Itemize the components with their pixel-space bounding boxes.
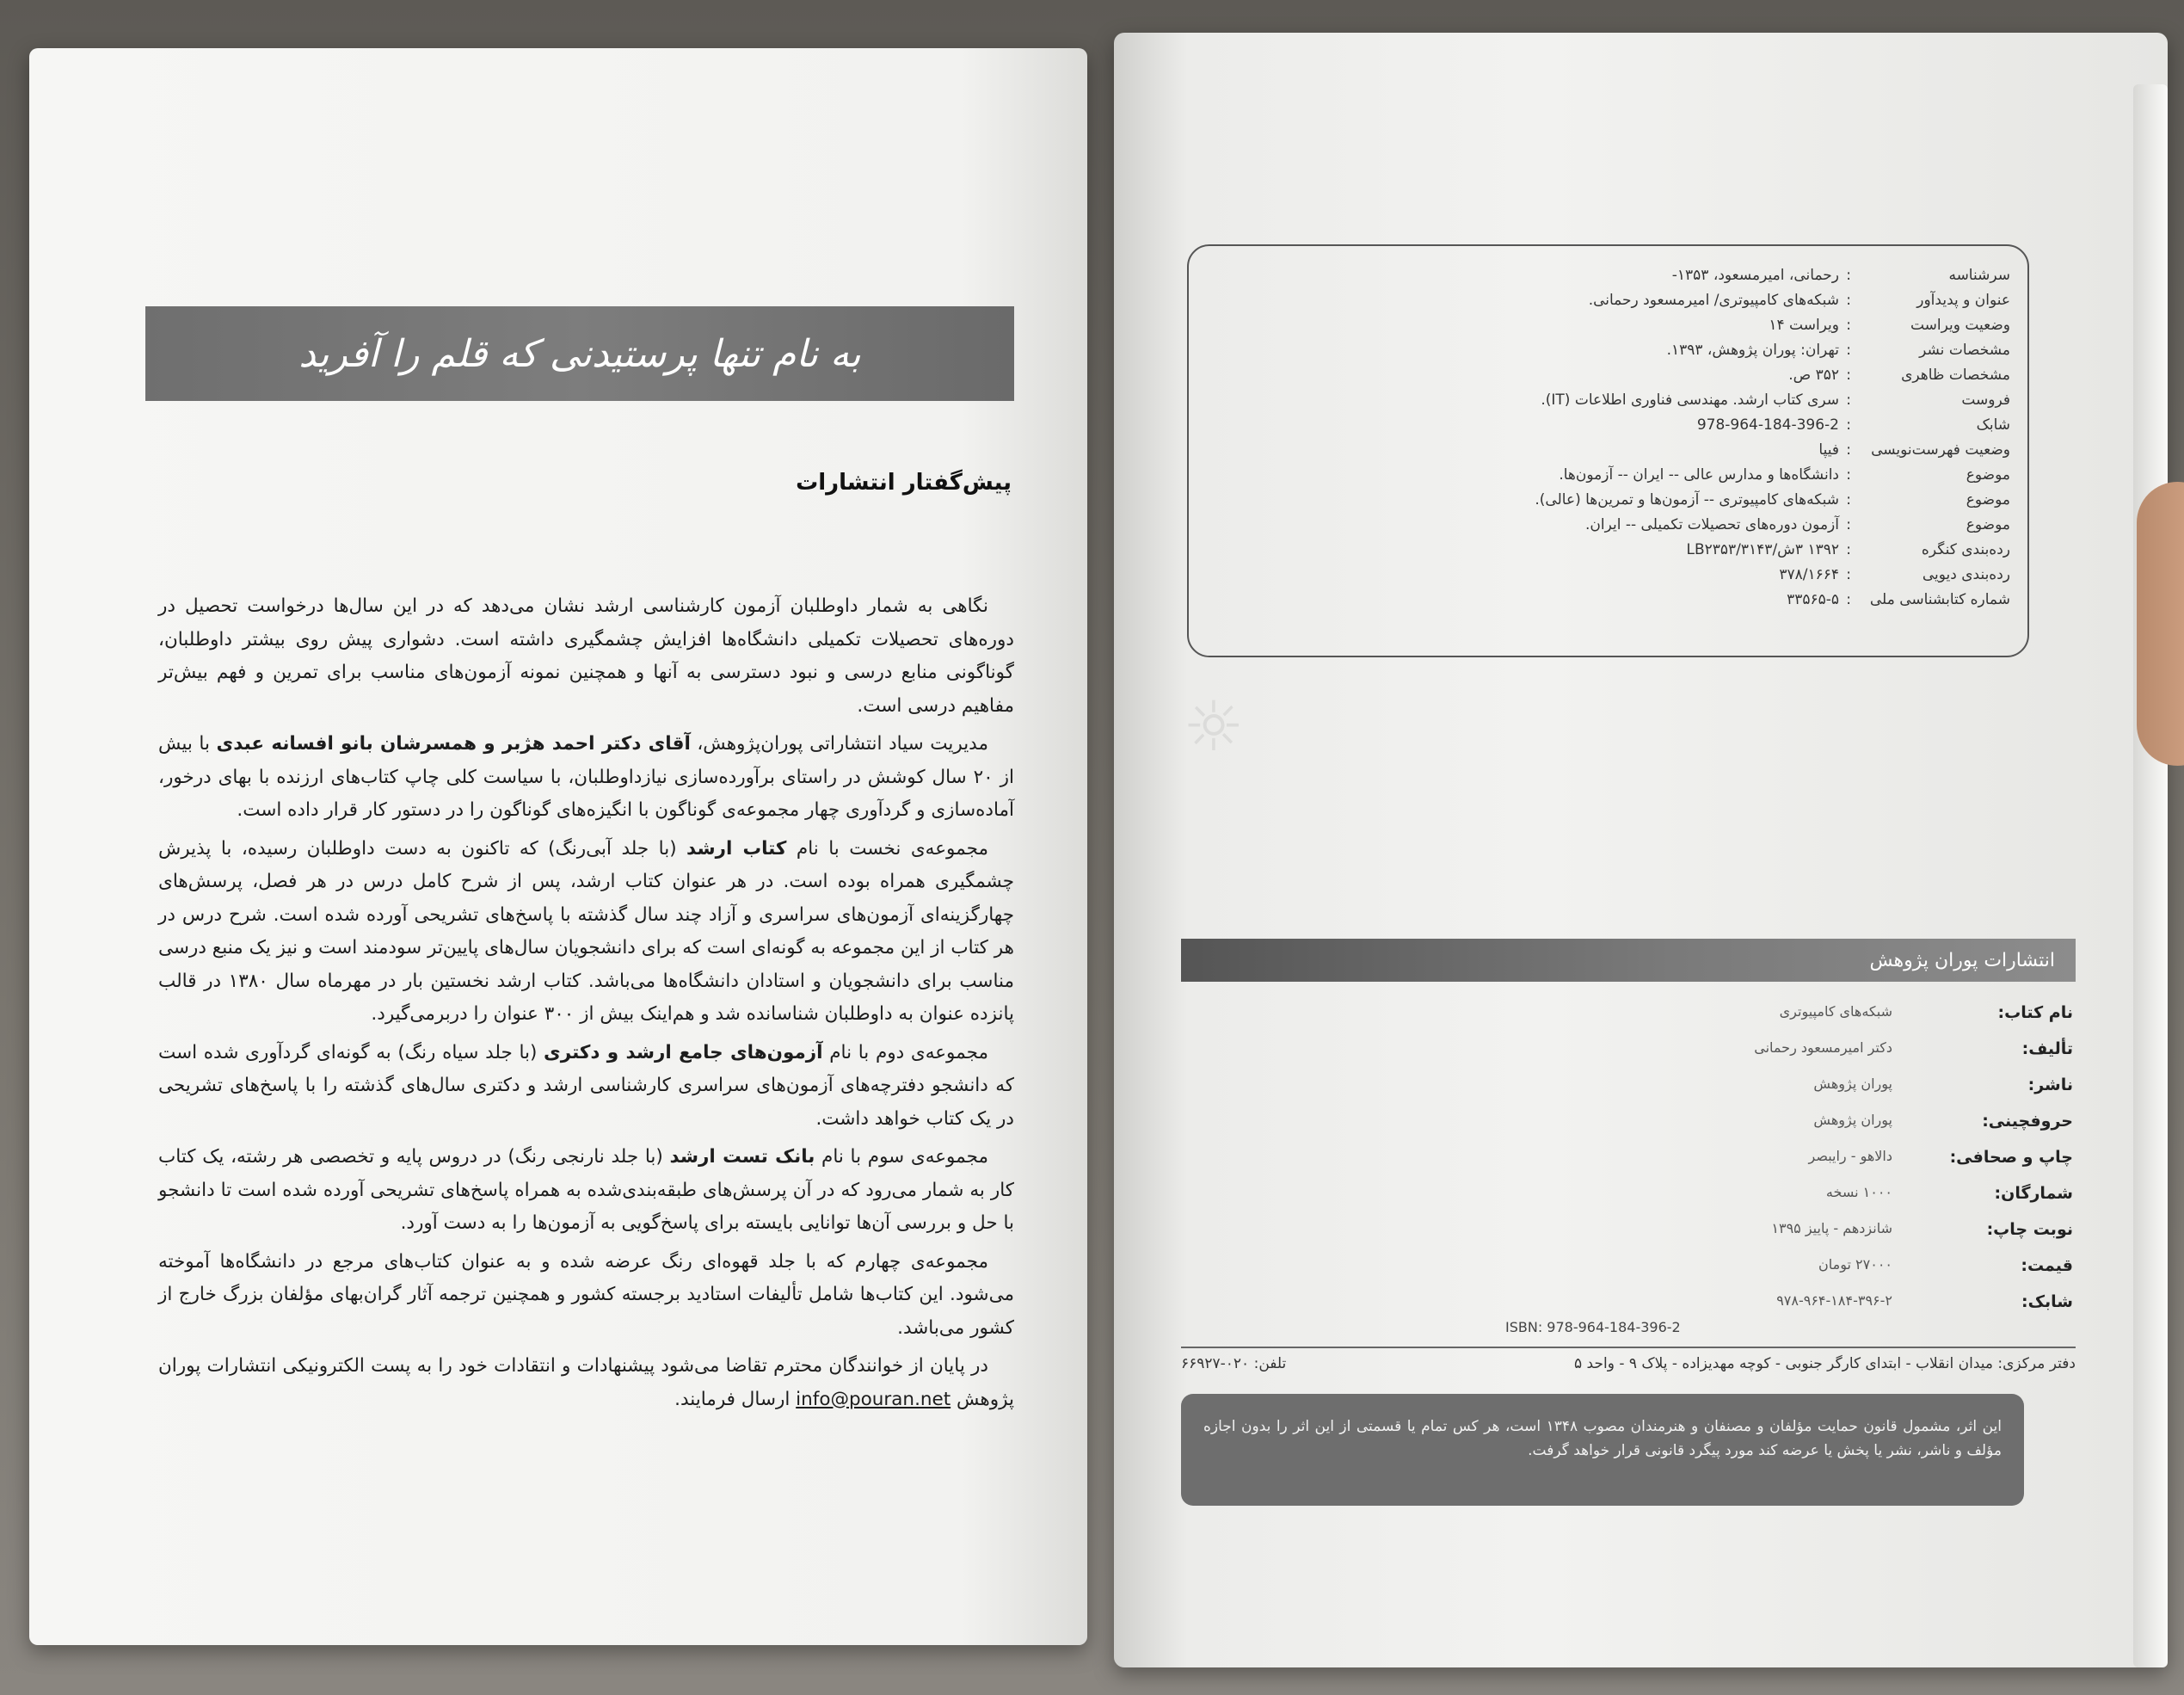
- detail-label: حروفچینی:: [1982, 1112, 2073, 1131]
- cip-colon: :: [1846, 267, 1851, 284]
- preface-paragraph: [158, 1246, 1014, 1346]
- cip-label: فروست: [1961, 391, 2010, 409]
- cip-label: مشخصات نشر: [1919, 342, 2010, 359]
- detail-label: نام کتاب:: [1997, 1003, 2073, 1022]
- cip-row: [1206, 416, 2010, 437]
- paragraph-text: مجموعه‌ی نخست با نام: [786, 837, 988, 860]
- cip-colon: :: [1846, 541, 1851, 558]
- detail-label: تألیف:: [2021, 1039, 2073, 1058]
- cip-colon: :: [1846, 466, 1851, 484]
- left-page: [29, 48, 1087, 1645]
- detail-row: [1191, 1256, 2073, 1291]
- detail-label: نوبت چاپ:: [1986, 1220, 2073, 1239]
- cip-row: [1206, 317, 2010, 337]
- cip-row: [1206, 466, 2010, 487]
- cip-colon: :: [1846, 591, 1851, 608]
- cip-colon: :: [1846, 292, 1851, 309]
- cip-row: [1206, 441, 2010, 462]
- cip-row: [1206, 491, 2010, 512]
- detail-value: پوران پژوهش: [1813, 1112, 1892, 1128]
- cip-value: شبکه‌های کامپیوتری -- آزمون‌ها و تمرین‌ها (عالی).: [1535, 491, 1839, 508]
- detail-row: [1191, 1003, 2073, 1038]
- right-page: [1114, 33, 2168, 1667]
- publisher-header-text: انتشارات پوران پژوهش: [1869, 949, 2055, 971]
- cip-value: ۳۷۸/۱۶۶۴: [1779, 566, 1839, 583]
- cip-value: ۳۵۲ ص.: [1788, 367, 1839, 384]
- email-link[interactable]: info@pouran.net: [796, 1388, 951, 1410]
- dedication-banner: [145, 306, 1014, 401]
- cip-label: رده‌بندی دیویی: [1922, 566, 2010, 583]
- paragraph-text: (با جلد سیاه رنگ) به گونه‌ای گردآوری شده است که دانشجو دفترچه‌های آزمون‌های سراسری کارشناسی ارشد و دکتری سال‌های گذشته را با پاسخ‌های تشریحی در یک کتاب خواهد داشت.: [158, 1041, 1014, 1130]
- cip-colon: :: [1846, 566, 1851, 583]
- preface-body: [158, 590, 1014, 1421]
- preface-paragraph: [158, 1037, 1014, 1137]
- show-through-shadow: ☼: [1183, 687, 1245, 767]
- detail-value: شانزدهم - پاییز ۱۳۹۵: [1771, 1220, 1892, 1236]
- detail-row: [1191, 1076, 2073, 1110]
- page-edges: [2133, 84, 2168, 1667]
- bold-phrase: آقای دکتر احمد هژبر و همسرشان بانو افسانه عبدی: [216, 733, 691, 755]
- isbn: ISBN: 978-964-184-396-2: [1505, 1319, 1681, 1335]
- publisher-header: [1181, 939, 2076, 982]
- cip-colon: :: [1846, 342, 1851, 359]
- detail-label: قیمت:: [2021, 1256, 2073, 1275]
- cip-row: [1206, 367, 2010, 387]
- detail-value: شبکه‌های کامپیوتری: [1779, 1003, 1892, 1020]
- cip-label: عنوان و پدیدآور: [1916, 292, 2010, 309]
- cip-value: تهران: پوران پژوهش، ۱۳۹۳.: [1666, 342, 1839, 359]
- paragraph-text: مجموعه‌ی دوم با نام: [822, 1041, 988, 1063]
- cip-row: [1206, 541, 2010, 562]
- phone-text: تلفن: ۰۲۰-۶۶۹۲۷: [1181, 1355, 1287, 1372]
- cip-label: شماره کتابشناسی ملی: [1869, 591, 2010, 608]
- preface-paragraph: [158, 1141, 1014, 1241]
- detail-value: دالاهو - رایبصر: [1808, 1148, 1892, 1164]
- cip-value: 978-964-184-396-2: [1696, 416, 1839, 434]
- detail-row: [1191, 1112, 2073, 1146]
- paragraph-text: (با جلد نارنجی رنگ) در دروس پایه و تخصصی هر رشته، یک کتاب کار به شمار می‌رود که در آن پرسش‌های طبقه‌بندی‌شده به همراه پاسخ‌های تشریحی آورده شده است تا دانشجو با حل و بررسی آن‌ها توانایی بایسته برای پاسخ‌گویی به آزمون‌ها را به دست آورد.: [158, 1146, 1014, 1234]
- preface-paragraph: [158, 833, 1014, 1032]
- paragraph-text: با بیش از ۲۰ سال کوشش در راستای برآورده‌سازی نیازداوطلبان، با سیاست کلی چاپ کتاب‌های ارزنده با بهای درخور، آماده‌سازی و گردآوری چهار مجموعه‌ی گوناگون با انگیزه‌های گوناگون را در دستور کار قرار داده است.: [158, 733, 1014, 821]
- cip-label: وضعیت ویراست: [1910, 317, 2010, 334]
- cip-label: سرشناسه: [1948, 267, 2010, 284]
- address-text: دفتر مرکزی: میدان انقلاب - ابتدای کارگر جنوبی - کوچه مهدیزاده - پلاک ۹ - واحد ۵: [1574, 1355, 2076, 1372]
- cip-label: مشخصات ظاهری: [1901, 367, 2010, 384]
- cip-colon: :: [1846, 416, 1851, 434]
- detail-row: [1191, 1220, 2073, 1254]
- detail-label: ناشر:: [2027, 1076, 2073, 1094]
- detail-row: [1191, 1039, 2073, 1074]
- preface-heading: پیش‌گفتار انتشارات: [796, 470, 1012, 496]
- cip-colon: :: [1846, 441, 1851, 459]
- cip-value: شبکه‌های کامپیوتری/ امیرمسعود رحمانی.: [1588, 292, 1839, 309]
- detail-value: دکتر امیرمسعود رحمانی: [1754, 1039, 1892, 1056]
- detail-label: شمارگان:: [1994, 1184, 2073, 1203]
- dedication-text: به نام تنها پرستیدنی که قلم را آفرید: [298, 331, 861, 376]
- detail-value: ۱۰۰۰ نسخه: [1825, 1184, 1892, 1200]
- cip-label: وضعیت فهرست‌نویسی: [1871, 441, 2010, 459]
- detail-value: پوران پژوهش: [1813, 1076, 1892, 1092]
- detail-label: شابک:: [2021, 1292, 2073, 1311]
- cip-colon: :: [1846, 491, 1851, 508]
- preface-paragraph: [158, 728, 1014, 828]
- preface-paragraph: [158, 590, 1014, 723]
- address-line: [1181, 1355, 2076, 1372]
- cip-colon: :: [1846, 391, 1851, 409]
- paragraph-text: نگاهی به شمار داوطلبان آزمون کارشناسی ارشد نشان می‌دهد که در این سال‌ها درخواست تحصیل در دوره‌های تحصیلات تکمیلی دانشگاه‌ها افزایش چشمگیری داشته است. دشواری پیش روی بیشتر داوطلبان، گوناگونی منابع درسی و نبود دسترسی به آنها و همچنین نمونه آزمون‌های مناسب برای تمرین و فهم بیش‌تر مفاهیم درسی است.: [158, 595, 1014, 717]
- detail-row: [1191, 1148, 2073, 1182]
- cip-value: ویراست ۱۴: [1769, 317, 1839, 334]
- cip-row: [1206, 566, 2010, 587]
- detail-value: ۹۷۸-۹۶۴-۱۸۴-۳۹۶-۲: [1776, 1292, 1892, 1309]
- paragraph-text: مجموعه‌ی چهارم که با جلد قهوه‌ای رنگ عرضه شده و به عنوان کتاب‌های مرجع در دانشگاه‌ها آموخته می‌شود. این کتاب‌ها شامل تألیفات استادید برجسته کشور و همچنین ترجمه آثار گران‌بهای مؤلفان بزرگ خارج از کشور می‌باشد.: [158, 1250, 1014, 1339]
- detail-label: چاپ و صحافی:: [1949, 1148, 2073, 1167]
- cip-value: آزمون دوره‌های تحصیلات تکمیلی -- ایران.: [1585, 516, 1839, 533]
- cip-row: [1206, 292, 2010, 312]
- cip-row: [1206, 391, 2010, 412]
- detail-row: [1191, 1184, 2073, 1218]
- cataloging-box: [1187, 244, 2029, 657]
- cip-row: [1206, 342, 2010, 362]
- detail-value: ۲۷۰۰۰ تومان: [1818, 1256, 1892, 1273]
- cip-value: سری کتاب ارشد. مهندسی فناوری اطلاعات (IT).: [1541, 391, 1839, 409]
- copyright-text: این اثر، مشمول قانون حمایت مؤلفان و مصنفان و هنرمندان مصوب ۱۳۴۸ است، هر کس تمام یا قسمتی از این اثر را بدون اجازه مؤلف و ناشر، نشر یا پخش یا عرضه کند مورد پیگرد قانونی قرار خواهد گرفت.: [1203, 1418, 2003, 1459]
- cip-label: موضوع: [1966, 466, 2010, 484]
- bold-phrase: بانک تست ارشد: [669, 1146, 815, 1168]
- cip-label: رده‌بندی کنگره: [1921, 541, 2010, 558]
- cip-value: فیپا: [1818, 441, 1839, 459]
- cip-value: دانشگاه‌ها و مدارس عالی -- ایران -- آزمون‌ها.: [1559, 466, 1839, 484]
- cip-value: رحمانی، امیرمسعود، ۱۳۵۳-: [1671, 267, 1839, 284]
- bold-phrase: آزمون‌های جامع ارشد و دکتری: [544, 1041, 823, 1063]
- cip-label: شابک: [1976, 416, 2010, 434]
- copyright-notice: [1181, 1394, 2024, 1506]
- cip-row: [1206, 591, 2010, 612]
- paragraph-text: (با جلد آبی‌رنگ) که تاکنون به دست داوطلبان رسیده، با پذیرش چشمگیری همراه بوده است. در هر عنوان کتاب ارشد، پس از شرح کامل درس در هر فصل، پرسش‌های چهارگزینه‌ای آزمون‌های سراسری و آزاد چند سال گذشته با پاسخ‌های تشریحی آورده شده است. شرح درس در هر کتاب از این مجموعه به گونه‌ای است که برای دانشجویان سال‌های پایین‌تر سودمند است و نیز یک منبع درسی مناسب برای دانشجویان و استادان دانشگاه‌ها می‌باشد. کتاب ارشد نخستین بار در مهرماه سال ۱۳۸۰ در قالب پانزده عنوان به داوطلبان شناسانده شد و هم‌اینک بیش از ۳۰۰ عنوان را دربرمی‌گیرد.: [158, 837, 1014, 1025]
- cip-colon: :: [1846, 317, 1851, 334]
- cip-value: ۱۳۹۲ ۳ش/۳۱۴۳/LB۲۳۵۳: [1686, 541, 1839, 558]
- preface-paragraph: [158, 1350, 1014, 1416]
- paragraph-text: مجموعه‌ی سوم با نام: [815, 1146, 988, 1168]
- cip-row: [1206, 516, 2010, 537]
- cip-row: [1206, 267, 2010, 287]
- paragraph-text: ارسال فرمایند.: [674, 1388, 797, 1410]
- cip-colon: :: [1846, 367, 1851, 384]
- thumb: [2137, 482, 2184, 766]
- divider: [1181, 1347, 2076, 1348]
- paragraph-text: مدیریت سیاد انتشاراتی پوران‌پژوهش،: [690, 733, 988, 755]
- cip-label: موضوع: [1966, 491, 2010, 508]
- cip-colon: :: [1846, 516, 1851, 533]
- bold-phrase: کتاب ارشد: [686, 837, 787, 860]
- cip-value: ۳۳۵۶۵-۵: [1787, 591, 1839, 608]
- cip-label: موضوع: [1966, 516, 2010, 533]
- paragraph-text: در پایان از خوانندگان محترم تقاضا می‌شود پیشنهادات و انتقادات خود را به پست الکترونیکی انتشارات پوران پژوهش: [158, 1355, 1014, 1410]
